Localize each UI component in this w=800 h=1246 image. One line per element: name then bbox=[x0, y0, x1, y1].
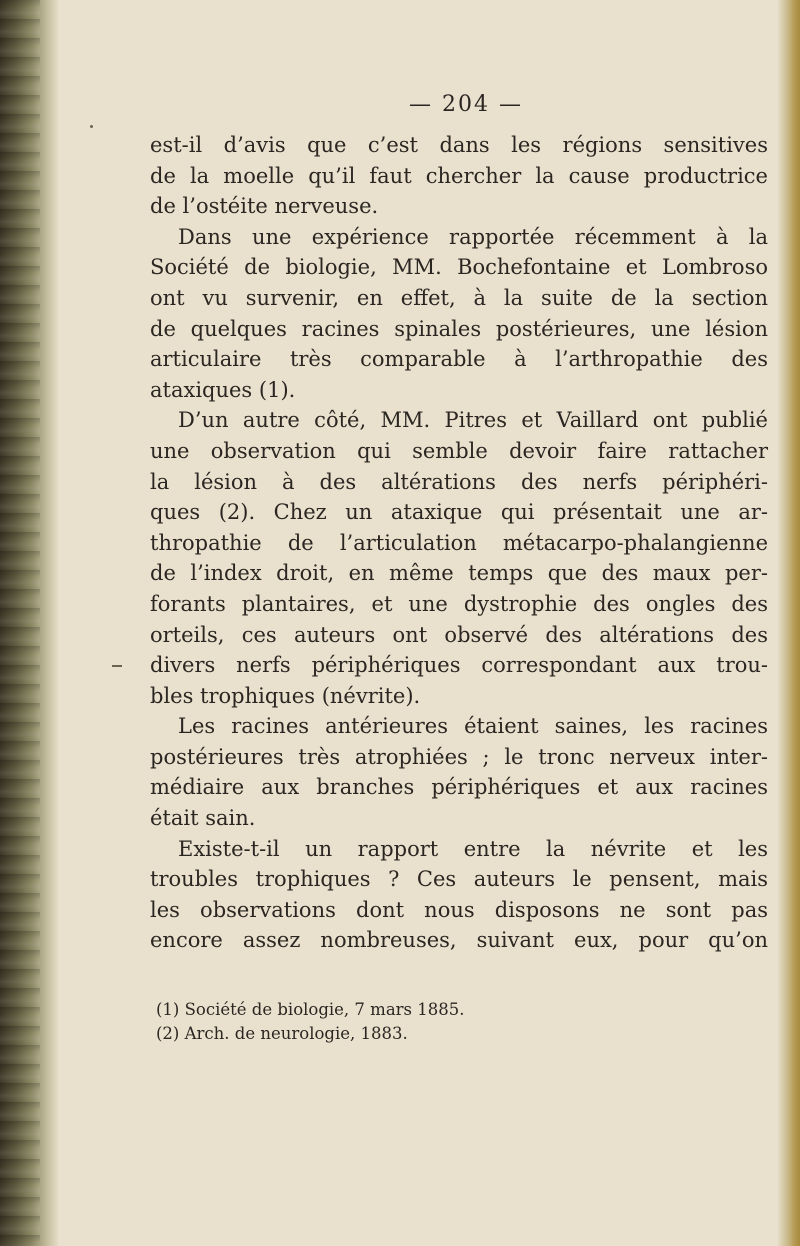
text-line: de quelques racines spinales postérieures, une lésion bbox=[150, 316, 768, 341]
text-line: thropathie de l’articulation métacarpo-phalangienne bbox=[150, 530, 768, 555]
text-line: Dans une expérience rapportée récemment à la bbox=[178, 224, 768, 249]
footnote: (1) Société de biologie, 7 mars 1885. bbox=[156, 1000, 465, 1020]
book-spine-texture bbox=[0, 0, 40, 1246]
text-line: bles trophiques (névrite). bbox=[150, 683, 421, 708]
page-number-header: — 204 — bbox=[409, 92, 523, 117]
page-fore-edge bbox=[778, 0, 800, 1246]
text-line: de la moelle qu’il faut chercher la cause productrice bbox=[150, 163, 768, 188]
text-line: la lésion à des altérations des nerfs périphéri- bbox=[150, 469, 768, 494]
text-line: articulaire très comparable à l’arthropathie des bbox=[150, 347, 768, 372]
body-text bbox=[150, 130, 768, 956]
text-line: de l’ostéite nerveuse. bbox=[150, 194, 379, 219]
text-line: encore assez nombreuses, suivant eux, pour qu’on bbox=[150, 928, 768, 953]
footnote: (2) Arch. de neurologie, 1883. bbox=[156, 1024, 408, 1044]
text-line: Société de biologie, MM. Bochefontaine et Lombroso bbox=[150, 255, 768, 280]
print-speck bbox=[90, 125, 93, 128]
text-line: médiaire aux branches périphériques et aux racines bbox=[150, 775, 768, 800]
book-page bbox=[150, 88, 770, 1188]
text-line: orteils, ces auteurs ont observé des altérations des bbox=[150, 622, 768, 647]
print-mark bbox=[112, 665, 122, 667]
footnotes bbox=[150, 998, 770, 1046]
text-line: D’un autre côté, MM. Pitres et Vaillard ont publié bbox=[178, 408, 768, 433]
text-line: ont vu survenir, en effet, à la suite de la section bbox=[150, 285, 768, 310]
text-line: ataxiques (1). bbox=[150, 377, 296, 402]
text-line: divers nerfs périphériques correspondant aux trou- bbox=[150, 653, 768, 678]
text-line: forants plantaires, et une dystrophie des ongles des bbox=[150, 591, 768, 616]
text-line: Les racines antérieures étaient saines, les racines bbox=[178, 714, 768, 739]
text-line: Existe-t-il un rapport entre la névrite et les bbox=[178, 836, 768, 861]
text-line: ques (2). Chez un ataxique qui présentait une ar- bbox=[150, 500, 768, 525]
text-line: une observation qui semble devoir faire rattacher bbox=[150, 438, 768, 463]
text-line: était sain. bbox=[150, 806, 256, 831]
text-line: est-il d’avis que c’est dans les régions sensitives bbox=[150, 133, 768, 157]
text-line: postérieures très atrophiées ; le tronc nerveux inter- bbox=[150, 744, 768, 769]
text-line: de l’index droit, en même temps que des maux per- bbox=[150, 561, 768, 586]
text-line: troubles trophiques ? Ces auteurs le pensent, mais bbox=[150, 867, 768, 892]
text-line: les observations dont nous disposons ne sont pas bbox=[150, 897, 768, 922]
